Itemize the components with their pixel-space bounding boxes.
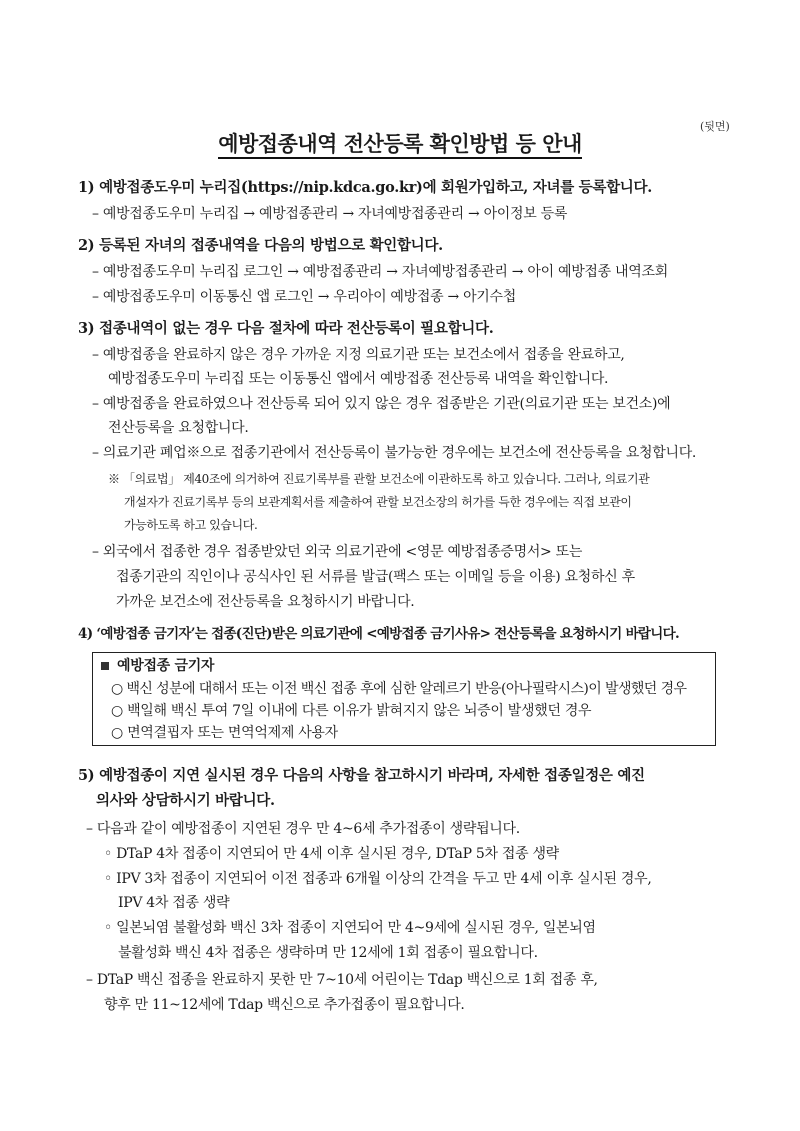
page-side-label: (뒷면) xyxy=(700,120,730,133)
section-1-heading: 1) 예방접종도우미 누리집(https://nip.kdca.go.kr)에 회원가입하고, 자녀를 등록합니다. xyxy=(78,179,652,196)
section-3-bullet-4-cont-2: 가까운 보건소에 전산등록을 요청하시기 바랍니다. xyxy=(116,594,415,610)
section-5-item-2-cont: IPV 4차 접종 생략 xyxy=(118,895,230,911)
section-3-bullet-4-cont-1: 접종기관의 직인이나 공식사인 된 서류를 발급(팩스 또는 이메일 등을 이용) 요청하신 후 xyxy=(116,569,635,585)
contraindication-item-2: ○ 백일해 백신 투여 7일 이내에 다른 이유가 밝혀지지 않은 뇌증이 발생했던 경우 xyxy=(111,703,592,719)
section-2-bullet-2: – 예방접종도우미 이동통신 앱 로그인 → 우리아이 예방접종 → 아기수첩 xyxy=(92,289,516,305)
section-5-heading: 5) 예방접종이 지연 실시된 경우 다음의 사항을 참고하시기 바라며, 자세한 접종일정은 예진 xyxy=(78,767,645,784)
section-5-item-3-cont: 불활성화 백신 4차 접종은 생략하며 만 12세에 1회 접종이 필요합니다. xyxy=(118,945,538,961)
section-5-item-3: ◦ 일본뇌염 불활성화 백신 3차 접종이 지연되어 만 4~9세에 실시된 경우, 일본뇌염 xyxy=(104,920,596,936)
section-4-heading: 4) ‘예방접종 금기자’는 접종(진단)받은 의료기관에 <예방접종 금기사유> 전산등록을 요청하시기 바랍니다. xyxy=(78,626,679,642)
contraindication-box-title-text: 예방접종 금기자 xyxy=(117,658,215,674)
section-3-note-cont-2: 가능하도록 하고 있습니다. xyxy=(124,518,258,532)
contraindication-item-3: ○ 면역결핍자 또는 면역억제제 사용자 xyxy=(111,725,338,741)
section-5-item-2: ◦ IPV 3차 접종이 지연되어 이전 접종과 6개월 이상의 간격을 두고 만 4세 이후 실시된 경우, xyxy=(104,871,652,887)
contraindication-box xyxy=(92,652,716,746)
page-title xyxy=(0,128,800,158)
section-2-bullet-1: – 예방접종도우미 누리집 로그인 → 예방접종관리 → 자녀예방접종관리 → 아이 예방접종 내역조회 xyxy=(92,264,668,280)
section-3-bullet-2: – 예방접종을 완료하였으나 전산등록 되어 있지 않은 경우 접종받은 기관(의료기관 또는 보건소)에 xyxy=(92,396,671,412)
section-5-bullet-2: – DTaP 백신 접종을 완료하지 못한 만 7~10세 어린이는 Tdap 백신으로 1회 접종 후, xyxy=(86,972,598,988)
section-3-bullet-2-cont: 전산등록을 요청합니다. xyxy=(108,420,249,436)
contraindication-item-1: ○ 백신 성분에 대해서 또는 이전 백신 접종 후에 심한 알레르기 반응(아나필락시스)이 발생했던 경우 xyxy=(111,681,687,697)
section-1-bullet-1: – 예방접종도우미 누리집 → 예방접종관리 → 자녀예방접종관리 → 아이정보 등록 xyxy=(92,206,568,222)
section-3-note-cont-1: 개설자가 진료기록부 등의 보관계획서를 제출하여 관할 보건소장의 허가를 득한 경우에는 직접 보관이 xyxy=(124,495,632,509)
section-5-bullet-2-cont: 향후 만 11~12세에 Tdap 백신으로 추가접종이 필요합니다. xyxy=(104,997,465,1013)
section-3-note: ※ 「의료법」 제40조에 의거하여 진료기록부를 관할 보건소에 이관하도록 하고 있습니다. 그러나, 의료기관 xyxy=(108,472,650,486)
contraindication-box-title xyxy=(101,656,214,676)
square-bullet-icon xyxy=(101,662,109,670)
section-2-heading: 2) 등록된 자녀의 접종내역을 다음의 방법으로 확인합니다. xyxy=(78,237,443,254)
section-3-heading: 3) 접종내역이 없는 경우 다음 절차에 따라 전산등록이 필요합니다. xyxy=(78,320,494,337)
section-5-item-1: ◦ DTaP 4차 접종이 지연되어 만 4세 이후 실시된 경우, DTaP 5차 접종 생략 xyxy=(104,846,559,862)
section-3-bullet-1-cont: 예방접종도우미 누리집 또는 이동통신 앱에서 예방접종 전산등록 내역을 확인합니다. xyxy=(108,371,609,387)
section-3-bullet-1: – 예방접종을 완료하지 않은 경우 가까운 지정 의료기관 또는 보건소에서 접종을 완료하고, xyxy=(92,347,625,363)
section-3-bullet-3: – 의료기관 폐업※으로 접종기관에서 전산등록이 불가능한 경우에는 보건소에 전산등록을 요청합니다. xyxy=(92,445,697,461)
page-title-text: 예방접종내역 전산등록 확인방법 등 안내 xyxy=(218,132,582,159)
section-5-heading-cont: 의사와 상담하시기 바랍니다. xyxy=(96,792,275,809)
section-3-bullet-4: – 외국에서 접종한 경우 접종받았던 외국 의료기관에 <영문 예방접종증명서> 또는 xyxy=(92,544,583,560)
section-5-bullet-1: – 다음과 같이 예방접종이 지연된 경우 만 4~6세 추가접종이 생략됩니다. xyxy=(86,821,520,837)
